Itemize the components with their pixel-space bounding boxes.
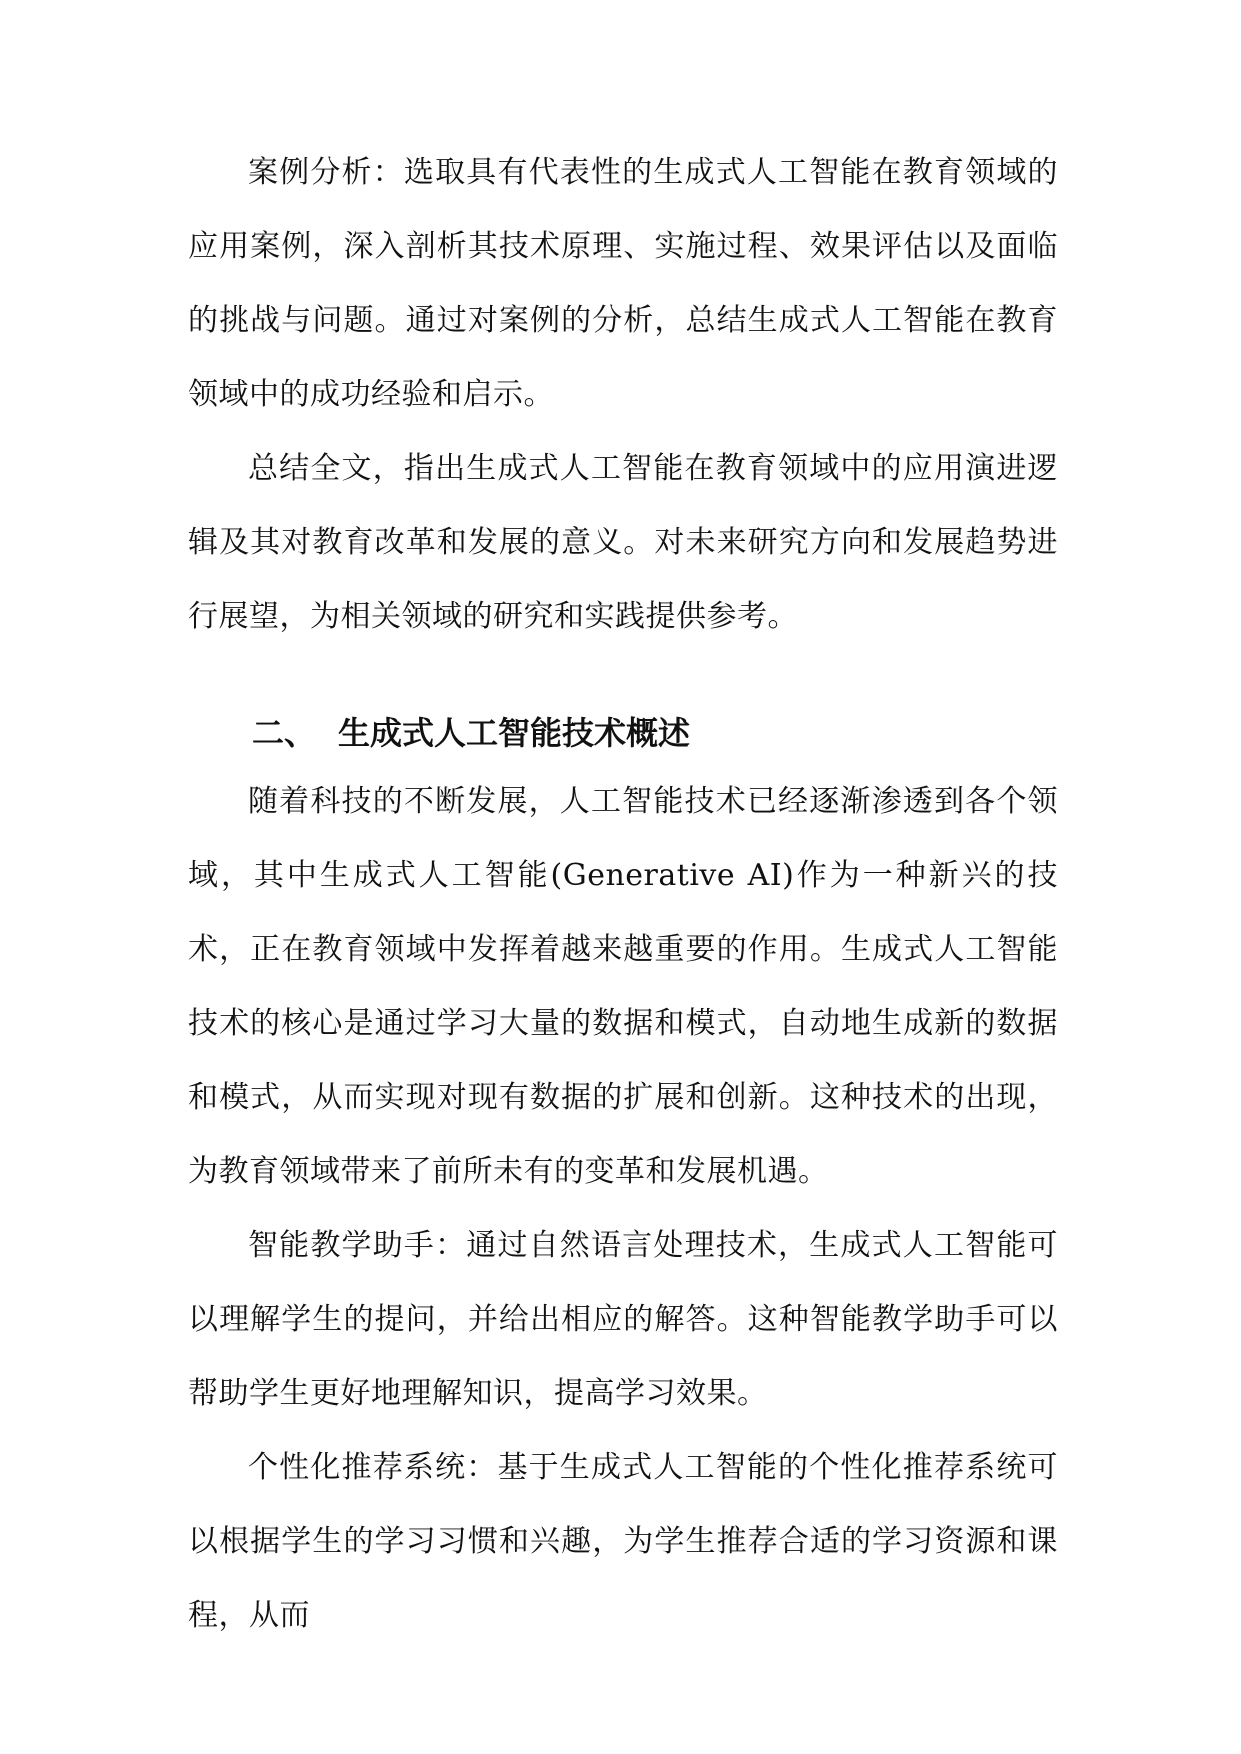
paragraph-teaching-assistant: 智能教学助手：通过自然语言处理技术，生成式人工智能可以理解学生的提问，并给出相应的解答。这种智能教学助手可以帮助学生更好地理解知识，提高学习效果。 [188,1228,1058,1411]
paragraph-case-analysis: 案例分析：选取具有代表性的生成式人工智能在教育领域的应用案例，深入剖析其技术原理、实施过程、效果评估以及面临的挑战与问题。通过对案例的分析，总结生成式人工智能在教育领域中的成功经验和启示。 [188,155,1058,412]
section-title: 生成式人工智能技术概述 [338,714,691,752]
section-heading [252,700,690,766]
paragraph-summary: 总结全文，指出生成式人工智能在教育领域中的应用演进逻辑及其对教育改革和发展的意义。对未来研究方向和发展趋势进行展望，为相关领域的研究和实践提供参考。 [188,451,1058,634]
section-number: 二、 [252,714,317,752]
paragraph-recommendation-system: 个性化推荐系统：基于生成式人工智能的个性化推荐系统可以根据学生的学习习惯和兴趣，为学生推荐合适的学习资源和课程，从而 [188,1450,1058,1633]
paragraph-intro: 随着科技的不断发展，人工智能技术已经逐渐渗透到各个领域，其中生成式人工智能(Generative AI)作为一种新兴的技术，正在教育领域中发挥着越来越重要的作用。生成式人工智能技术的核心是通过学习大量的数据和模式，自动地生成新的数据和模式，从而实现对现有数据的扩展和创新。这种技术的出现，为教育领域带来了前所未有的变革和发展机遇。 [188,784,1058,1189]
